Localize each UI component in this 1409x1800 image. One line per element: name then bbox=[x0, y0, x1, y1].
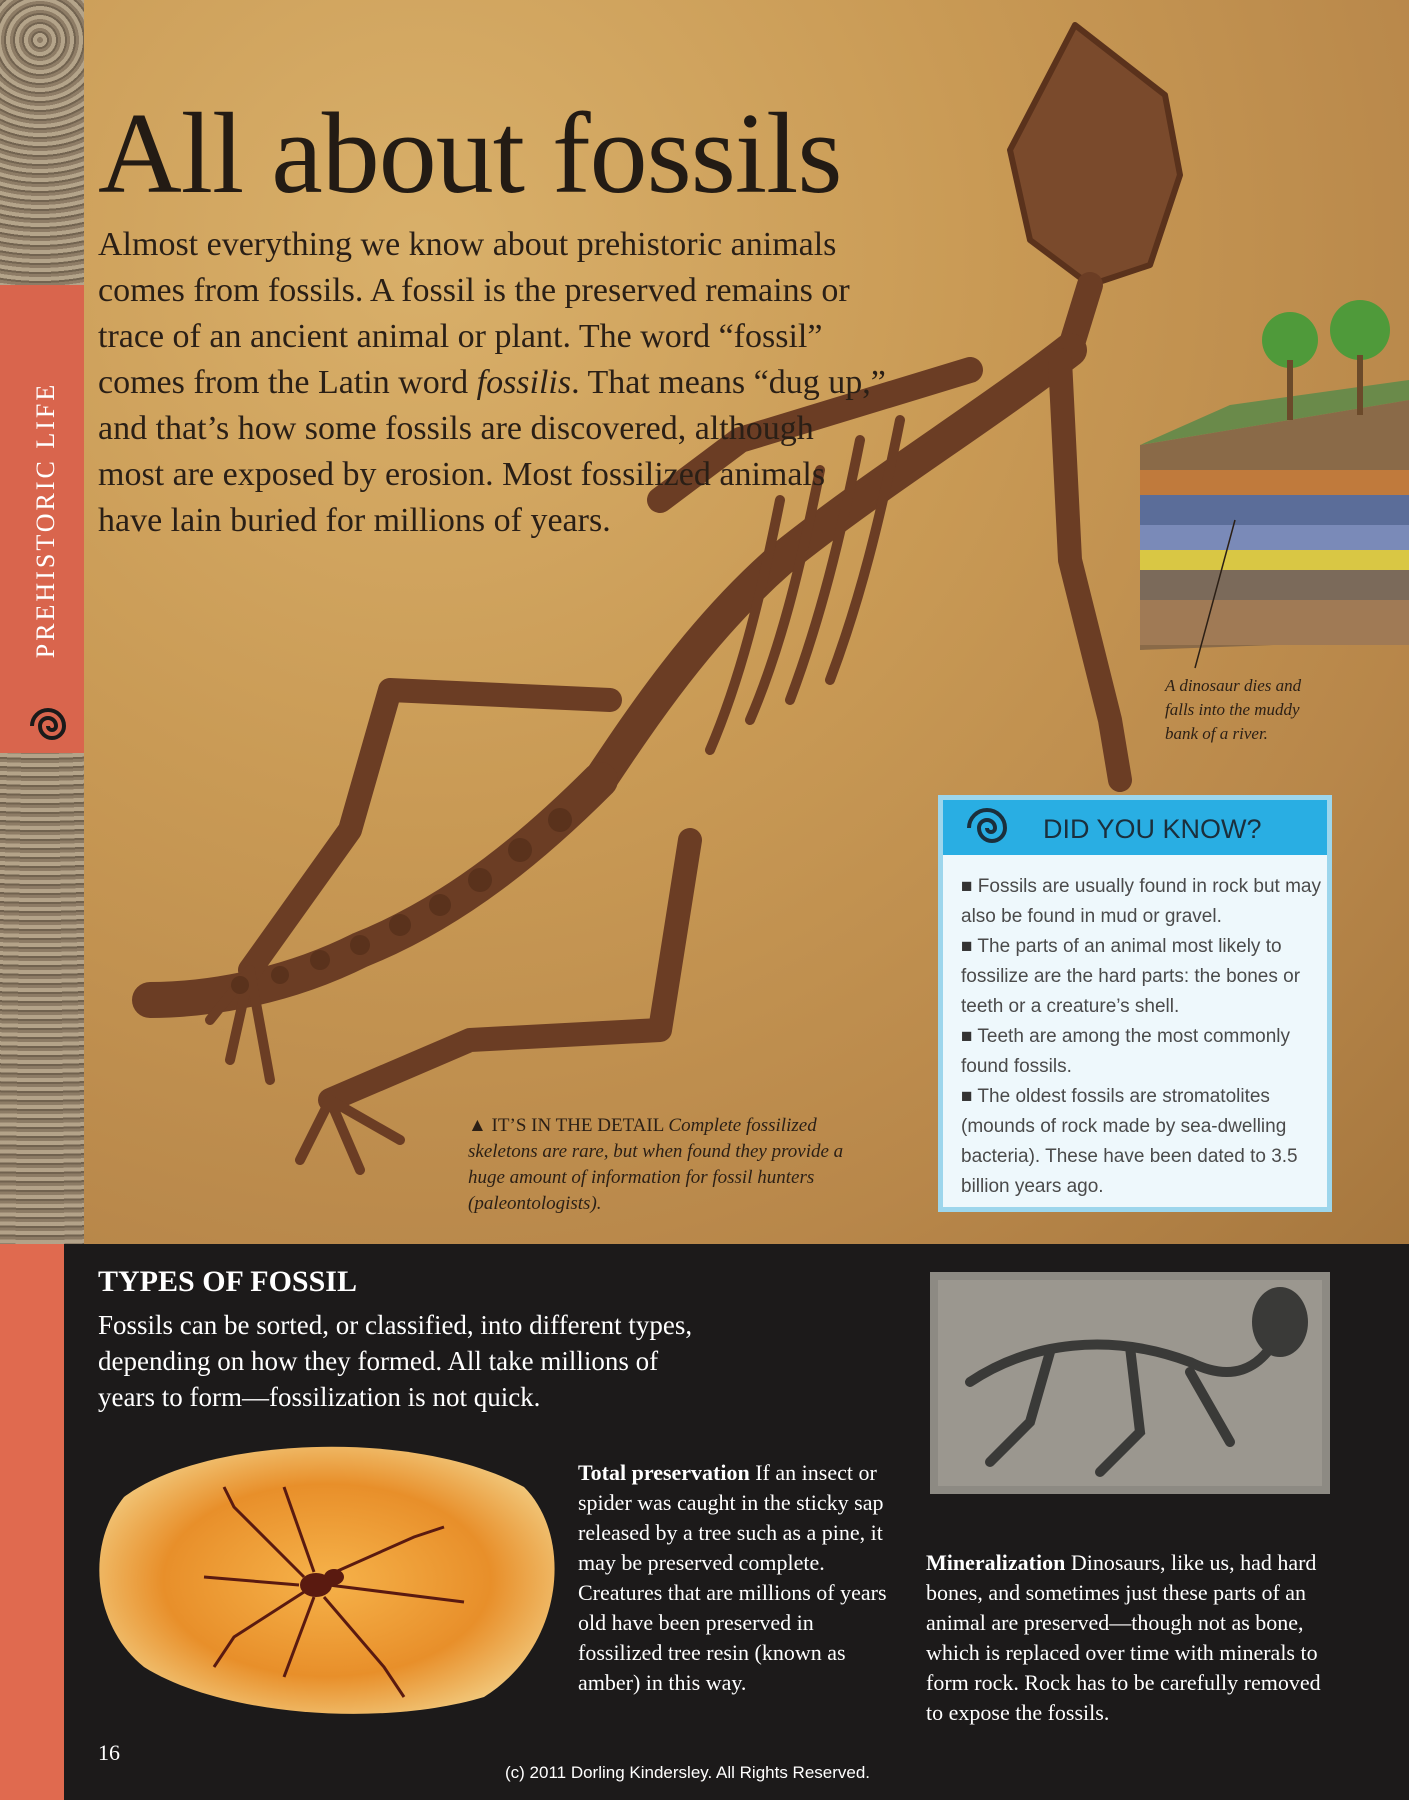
total-preservation-heading: Total preservation bbox=[578, 1460, 750, 1485]
did-you-know-box bbox=[938, 795, 1332, 1212]
bottom-side-bar bbox=[0, 1244, 64, 1800]
detail-caption bbox=[468, 1113, 858, 1217]
mineralization-heading: Mineralization bbox=[926, 1550, 1066, 1575]
did-you-know-list bbox=[961, 872, 1321, 1202]
did-you-know-item: ■ Teeth are among the most commonly found fossils. bbox=[961, 1022, 1321, 1082]
ammonite-icon bbox=[22, 706, 74, 746]
total-preservation-body: If an insect or spider was caught in the sticky sap released by a tree such as a pine, it may be preserved complete. Creatures that are millions of years old have been preserved in fossilized tree resin (known as amber) in this way. bbox=[578, 1460, 887, 1695]
mineralization-text bbox=[926, 1548, 1336, 1728]
side-tab-label bbox=[0, 285, 84, 753]
amber-spider-image bbox=[84, 1427, 570, 1717]
mineralized-fossil-image bbox=[930, 1272, 1330, 1494]
intro-part2: . That means “dug up,” and that’s how some fossils are discovered, although most are exposed by erosion. Most fossilized animals have lain buried for millions of years. bbox=[98, 364, 886, 539]
intro-part1: Almost everything we know about prehistoric animals comes from fossils. A fossil is the preserved remains or trace of an ancient animal or plant. The word “fossil” comes from the Latin word bbox=[98, 226, 850, 401]
intro-latin-word: fossilis bbox=[476, 364, 572, 401]
types-text: Fossils can be sorted, or classified, into different types, depending on how they formed. All take millions of years to form—fossilization is not quick. bbox=[98, 1310, 693, 1412]
did-you-know-item: ■ The parts of an animal most likely to fossilize are the hard parts: the bones or teeth or a creature’s shell. bbox=[961, 932, 1321, 1022]
did-you-know-header bbox=[943, 800, 1327, 855]
rock-strata-diagram bbox=[1140, 300, 1409, 668]
did-you-know-item: ■ The oldest fossils are stromatolites (mounds of rock made by sea-dwelling bacteria). These have been dated to 3.5 billion years ago. bbox=[961, 1082, 1321, 1202]
intro-paragraph bbox=[98, 222, 888, 544]
mineralization-body: Dinosaurs, like us, had hard bones, and sometimes just these parts of an animal are preserved—though not as bone, which is replaced over time with minerals to form rock. Rock has to be carefully removed to expose the fossils. bbox=[926, 1550, 1321, 1725]
ammonite-icon bbox=[957, 808, 1017, 848]
total-preservation-text bbox=[578, 1458, 888, 1698]
page-title: All about fossils bbox=[98, 90, 842, 218]
strata-caption: A dinosaur dies and falls into the muddy bank of a river. bbox=[1165, 676, 1302, 743]
side-tab-text: PREHISTORIC LIFE bbox=[31, 381, 60, 659]
types-heading: TYPES OF FOSSIL bbox=[98, 1265, 357, 1298]
did-you-know-item: ■ Fossils are usually found in rock but may also be found in mud or gravel. bbox=[961, 872, 1321, 932]
page-number: 16 bbox=[98, 1740, 120, 1765]
detail-caption-text: Complete fossilized skeletons are rare, but when found they provide a huge amount of information for fossil hunters (paleontologists). bbox=[468, 1115, 844, 1214]
copyright: (c) 2011 Dorling Kindersley. All Rights Reserved. bbox=[505, 1763, 871, 1782]
detail-caption-lead: ▲ IT’S IN THE DETAIL bbox=[468, 1115, 669, 1136]
did-you-know-title: DID YOU KNOW? bbox=[1043, 814, 1262, 844]
